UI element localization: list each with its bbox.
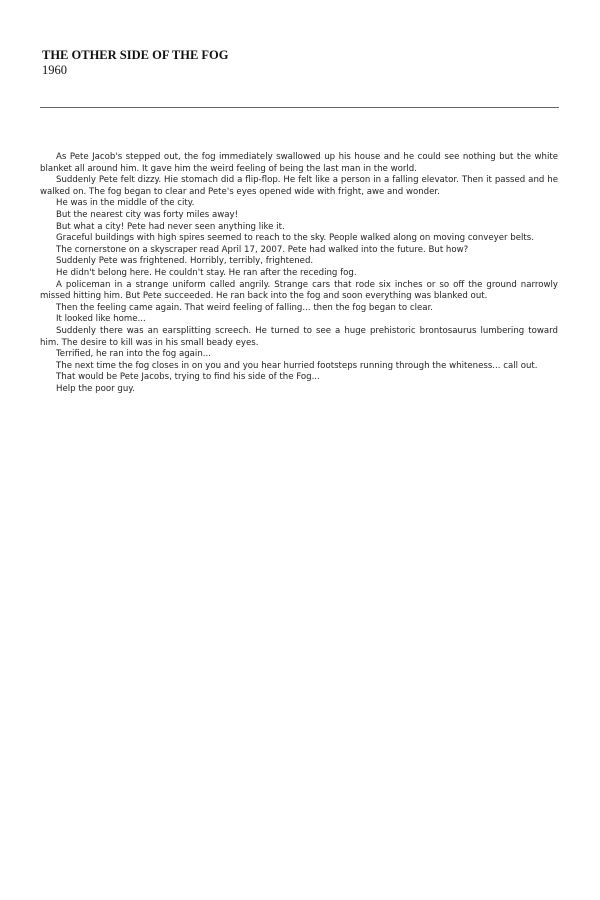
paragraph: Terrified, he ran into the fog again...	[56, 349, 211, 360]
paragraph: That would be Pete Jacobs, trying to find his side of the Fog...	[56, 372, 320, 383]
paragraph: Suddenly there was an earsplitting screech. He turned to see a huge prehistoric brontosaurus lumbering toward him. The desire to kill was in his small beady eyes.	[40, 325, 558, 348]
paragraph: He didn't belong here. He couldn't stay. He ran after the receding fog.	[56, 267, 357, 278]
paragraph: The next time the fog closes in on you and you hear hurried footsteps running through the whiteness... call out.	[56, 360, 538, 371]
story-body	[40, 152, 558, 395]
paragraph: He was in the middle of the city.	[56, 198, 195, 209]
paragraph: Graceful buildings with high spires seemed to reach to the sky. People walked along on moving conveyer belts.	[56, 233, 534, 244]
document-year: 1960	[42, 63, 67, 77]
paragraph: Then the feeling came again. That weird feeling of falling... then the fog began to clear.	[56, 302, 434, 313]
paragraph: The cornerstone on a skyscraper read April 17, 2007. Pete had walked into the future. But how?	[56, 244, 469, 255]
paragraph: Suddenly Pete was frightened. Horribly, terribly, frightened.	[56, 256, 314, 267]
header-divider	[40, 107, 559, 108]
paragraph: But what a city! Pete had never seen anything like it.	[56, 221, 285, 232]
page-title: THE OTHER SIDE OF THE FOG	[42, 48, 229, 62]
paragraph: Help the poor guy.	[56, 383, 135, 394]
paragraph: But the nearest city was forty miles away!	[56, 209, 239, 220]
paragraph: Suddenly Pete felt dizzy. Hie stomach did a flip-flop. He felt like a person in a falling elevator. Then it passed and he walked on. The fog began to clear and Pete's eyes opened wide with fright, awe and wonder.	[40, 175, 558, 197]
paragraph: As Pete Jacob's stepped out, the fog immediately swallowed up his house and he could see nothing but the white blanket all around him. It gave him the weird feeling of being the last man in the world.	[40, 152, 558, 174]
paragraph: It looked like home...	[56, 314, 146, 325]
paragraph: A policeman in a strange uniform called angrily. Strange cars that rode six inches or so off the ground narrowly missed hitting him. But Pete succeeded. He ran back into the fog and soon everything was blanked out.	[40, 279, 558, 302]
document-header	[42, 48, 562, 78]
